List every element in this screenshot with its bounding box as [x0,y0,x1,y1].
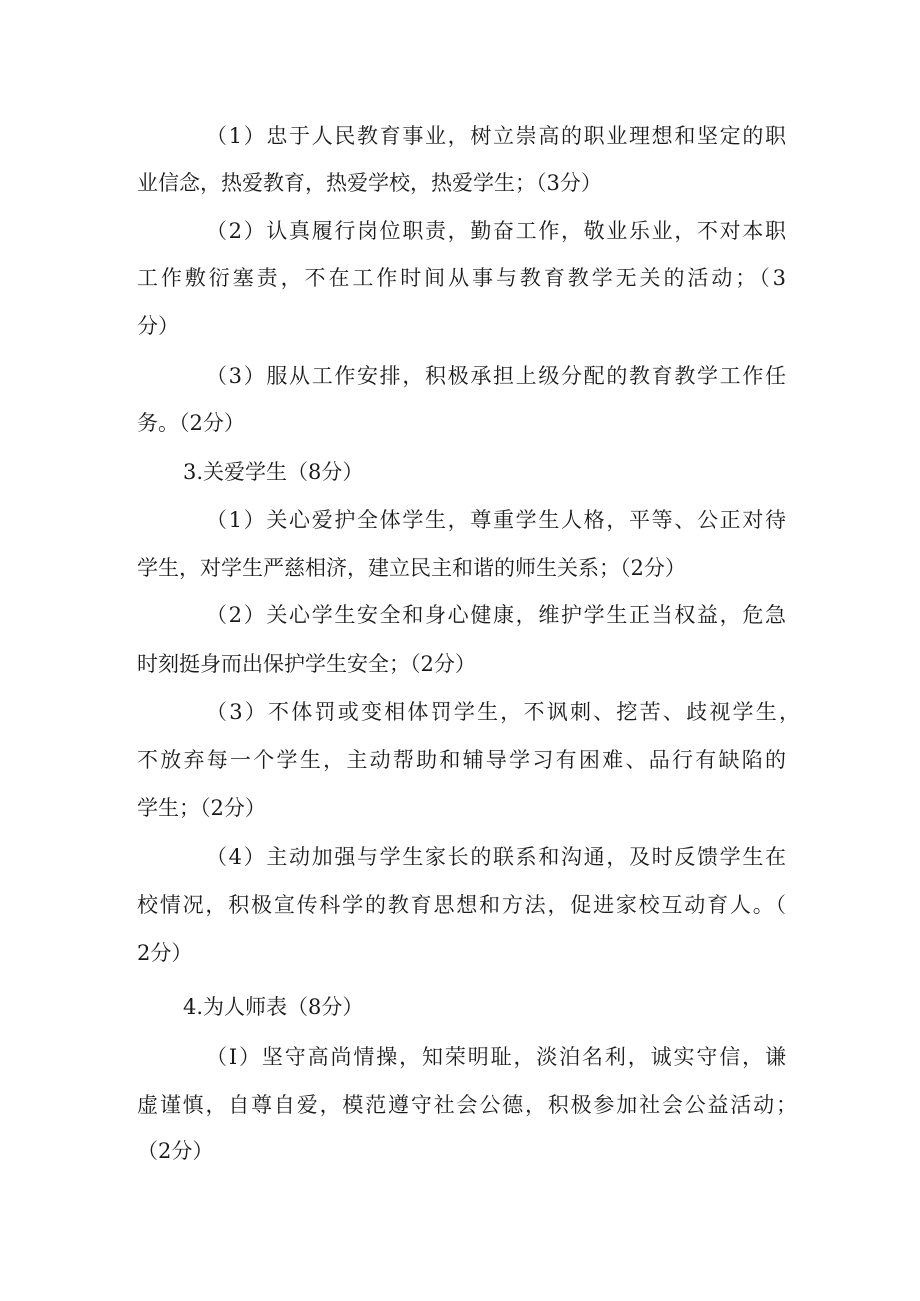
text-line-9: （1）关心爱护全体学生，尊重学生人格，平等、公正对待 [206,508,786,532]
text-line-10: 学生，对学生严慈相济，建立民主和谐的师生关系；（2分） [137,556,686,580]
text-line-21: 虚谨慎，自尊自爱，模范遵守社会公德，积极参加社会公益活动； [137,1093,797,1117]
section-heading-4: 4.为人师表（8分） [183,995,364,1019]
text-line-6: （3）服从工作安排，积极承担上级分配的教育教学工作任 [206,364,786,388]
text-line-11: （2）关心学生安全和身心健康，维护学生正当权益，危急 [206,603,786,627]
text-line-4: 工作敷衍塞责，不在工作时间从事与教育教学无关的活动；（3 [137,266,786,290]
text-line-12: 时刻挺身而出保护学生安全；（2分） [137,652,476,676]
text-line-20: （I）坚守高尚情操，知荣明耻，淡泊名利，诚实守信，谦 [206,1045,786,1069]
text-line-17: 校情况，积极宣传科学的教育思想和方法，促进家校互动育人。（ [137,893,786,917]
text-line-22: （2分） [137,1139,214,1163]
text-line-13: （3）不体罚或变相体罚学生，不讽刺、挖苦、歧视学生， [206,700,800,724]
text-line-18: 2分） [137,941,193,965]
text-line-15: 学生；（2分） [137,796,266,820]
text-line-2: 业信念，热爱教育，热爱学校，热爱学生；（3分） [137,171,602,195]
text-line-16: （4）主动加强与学生家长的联系和沟通，及时反馈学生在 [206,845,786,869]
text-line-3: （2）认真履行岗位职责，勤奋工作，敬业乐业，不对本职 [206,219,786,243]
text-line-5: 分） [137,314,179,338]
section-heading-3: 3.关爱学生（8分） [183,460,364,484]
text-line-14: 不放弃每一个学生，主动帮助和辅导学习有困难、品行有缺陷的 [137,748,786,772]
text-line-7: 务。（2分） [137,411,245,435]
text-line-1: （1）忠于人民教育事业，树立崇高的职业理想和坚定的职 [206,124,786,148]
